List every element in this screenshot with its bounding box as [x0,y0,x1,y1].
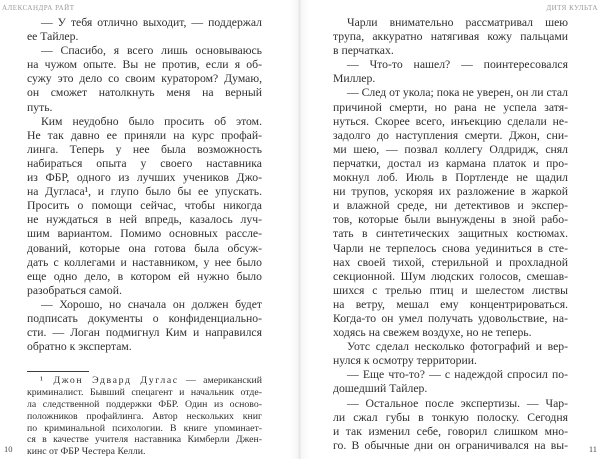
text-line: — Остальное после экспертизы. — Чар- [347,396,568,410]
text-line: дошедший Тайлер. [333,382,428,396]
text-line: — Что-то нашел? — поинтересовался [347,58,568,72]
text-line: набираться опыта у своего наставника [27,156,262,170]
text-line: тать в синтетических защитных костюмах. [333,227,568,241]
paragraph [333,368,568,396]
text-line: нулся к осмотру территории. [333,354,477,368]
paragraph [333,16,568,58]
text-line: ни трупов, ускоряя их разложение в жаркой [333,185,568,199]
text-line: в перчатках. [333,44,394,58]
text-line: не нуждаться в ней впредь, казалось луч- [27,213,262,227]
right-page-number: 11 [588,444,597,454]
text-line: Просить о помощи сейчас, чтобы никогда [27,199,262,213]
left-page-text-block [27,16,262,354]
text-line: и влажной среде, ни детективов и экспер- [333,199,568,213]
text-line: Уотс сделал несколько фотографий и вер- [347,340,568,354]
left-page-number: 10 [4,444,13,454]
text-line: линга. Теперь у нее была возможность [27,142,262,156]
text-line: и так изменил себе, говорил слишком мно- [333,424,568,438]
footnote-lines [27,387,262,458]
paragraph [333,58,568,86]
text-line: секционной. Шум людских голосов, смешав- [333,269,568,283]
right-page-text-block [333,16,568,453]
text-line: дать с коллегами и наставником, у нее было [27,255,262,269]
footnote-first-line [27,375,262,387]
text-line: обратно к экспертам. [27,340,132,354]
text-line: Миллер. [333,72,376,86]
text-line: — Хорошо, но сначала он должен будет [41,297,262,311]
left-running-header: АЛЕКСАНДРА РАЙТ [2,4,75,12]
left-page [0,0,299,459]
footnote-marker-name: ¹ Джон Эдвард Дуглас [40,375,179,386]
text-line: го. В обычные дни он ограничивался на вы- [333,438,568,452]
right-page [299,0,600,459]
text-line: дований, которые она готова была обсуж- [27,241,262,255]
text-line: на чужом опыте. Вы не против, если я об- [27,58,262,72]
text-line: Ким неудобно было просить об этом. [41,114,262,128]
text-line: подписать документы о конфиденциально- [27,311,262,325]
paragraph [27,115,262,298]
paragraph [27,44,262,114]
text-line: — След от укола; пока не уверен, он ли стал [347,86,568,100]
footnote-first-line-rest: — американский [178,375,262,386]
text-line: — Еще что-то? — с надеждой спросил по- [347,368,568,382]
paragraph [27,298,262,354]
footnote-line: ся в качестве учителя наставника Кимберли Джен- [27,434,262,446]
paragraph [333,397,568,453]
text-line: путь. [27,100,53,114]
text-line: Чарли внимательно рассматривал шею [347,16,568,29]
text-line: причиной смерти, но рана не успела затя- [333,100,568,114]
text-line: ходясь на свежем воздухе, но не теперь. [333,326,532,340]
footnote-line: криминалист. Бывший спецагент и начальник отде- [27,386,262,398]
text-line: задолго до наступления смерти. Джон, сни- [333,128,568,142]
text-line: нуться. Скорее всего, инъекцию сделали не- [333,114,568,128]
text-line: сти. — Логан подмигнул Ким и направился [27,326,262,340]
text-line: на Дугласа¹, и глупо было бы ее упускать. [27,185,262,199]
text-line: — Спасибо, я всего лишь основываюсь [41,44,262,58]
footnote-line: положников профайлинга. Автор нескольких книг [27,410,262,422]
text-line: из ФБР, одного из лучших учеников Джо- [27,171,262,185]
footnote-line: кинс от ФБР Честера Келли. [27,446,146,458]
text-line: шихся с трелью птиц и шелестом листвы [333,283,568,297]
text-line: ми шею, — позвал коллегу Олдридж, снял [333,142,568,156]
text-line: нах своей тихой, стерильной и прохладной [333,255,568,269]
footnote-block [27,375,262,458]
text-line: — У тебя отлично выходит, — поддержал [41,16,262,29]
paragraph [333,340,568,368]
text-line: на ветру, мешал ему концентрироваться. [333,297,568,311]
text-line: тов, которые были вынуждены в зной рабо- [333,213,568,227]
text-line: сужу это дело со своим куратором? Думаю, [27,72,262,86]
footnote-line: ла следственной поддержки ФБР. Один из осново- [27,398,262,410]
footnote-line: по криминальной психологии. В книге упоминает- [27,422,262,434]
text-line: мокнул лоб. Июль в Портленде не щадил [333,171,568,185]
text-line: он сможет натолкнуть меня на верный [27,86,262,100]
text-line: Когда-то он умел получать удовольствие, на- [333,311,568,325]
footnote-separator [27,371,89,372]
text-line: Чарли не терпелось снова уединиться в сте- [333,241,568,255]
text-line: ли сжал губы в тонкую полоску. Сегодня [333,410,568,424]
text-line: Не так давно ее приняли на курс профай- [27,128,262,142]
text-line: трупа, аккуратно натягивая кожу пальцами [333,30,568,44]
paragraph [27,16,262,44]
text-line: разобраться самой. [27,283,122,297]
text-line: ее Тайлер. [27,30,79,44]
text-line: перчатки, достал из кармана платок и про- [333,156,568,170]
text-line: шим вариантом. Помимо основных рассле- [27,227,262,241]
paragraph [333,86,568,340]
text-line: еще одно дело, в котором ей нужно было [27,269,262,283]
right-running-header: ДИТЯ КУЛЬТА [546,4,598,12]
